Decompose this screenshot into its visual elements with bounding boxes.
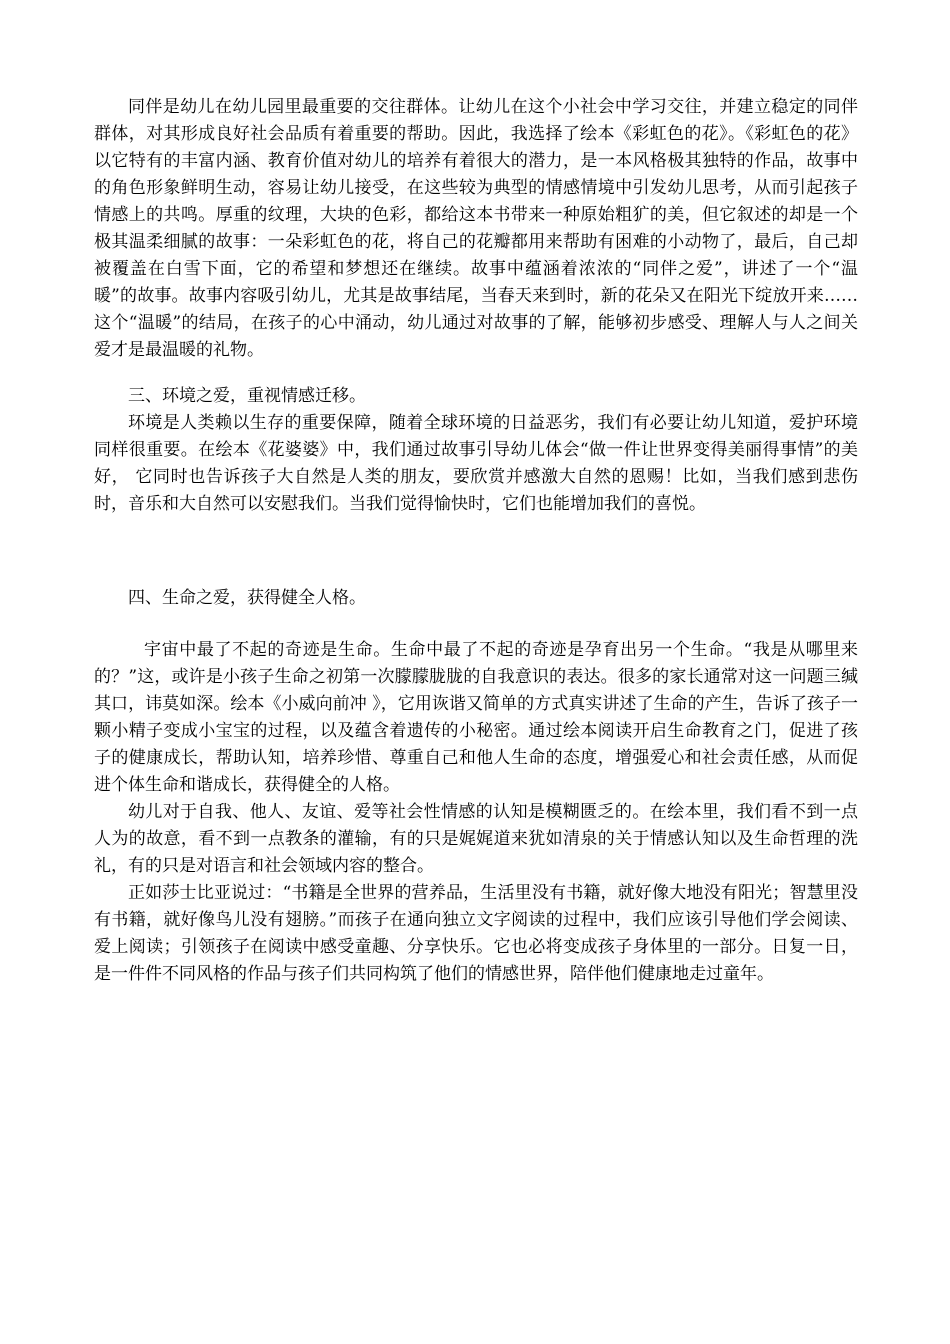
paragraph-conclusion: 正如莎士比亚说过：“书籍是全世界的营养品，生活里没有书籍，就好像大地没有阳光；智慧里没有书籍，就好像鸟儿没有翅膀。”而孩子在通向独立文字阅读的过程中，我们应该引导他们学会阅读、爱上阅读；引领孩子在阅读中感受童趣、分享快乐。它也必将变成孩子身体里的一部分。日复一日，是一件件不同风格的作品与孩子们共同构筑了他们的情感世界，陪伴他们健康地走过童年。 <box>94 883 858 984</box>
document-page <box>94 94 858 988</box>
spacer <box>94 518 858 585</box>
spacer <box>94 612 858 637</box>
spacer <box>94 364 858 383</box>
section-heading-life: 四、生命之爱，获得健全人格。 <box>128 588 366 608</box>
section-heading-environment: 三、环境之爱，重视情感迁移。 <box>128 386 366 406</box>
paragraph-life: 宇宙中最了不起的奇迹是生命。生命中最了不起的奇迹是孕育出另一个生命。“我是从哪里来的？”这，或许是小孩子生命之初第一次朦朦胧胧的自我意识的表达。很多的家长通常对这一问题三缄其口，讳莫如深。绘本《小威向前冲 》，它用诙谐又简单的方式真实讲述了生命的产生，告诉了孩子一颗小精子变成小宝宝的过程，以及蕴含着遗传的小秘密。通过绘本阅读开启生命教育之门，促进了孩子的健康成长，帮助认知，培养珍惜、尊重自己和他人生命的态度，增强爱心和社会责任感，从而促进个体生命和谐成长，获得健全的人格。 <box>94 640 858 795</box>
paragraph-peer-love: 同伴是幼儿在幼儿园里最重要的交往群体。让幼儿在这个小社会中学习交往，并建立稳定的同伴群体，对其形成良好社会品质有着重要的帮助。因此，我选择了绘本《彩虹色的花》。《彩虹色的花》以它特有的丰富内涵、教育价值对幼儿的培养有着很大的潜力，是一本风格极其独特的作品，故事中的角色形象鲜明生动，容易让幼儿接受，在这些较为典型的情感情境中引发幼儿思考，从而引起孩子情感上的共鸣。厚重的纹理，大块的色彩，都给这本书带来一种原始粗犷的美，但它叙述的却是一个极其温柔细腻的故事：一朵彩虹色的花，将自己的花瓣都用来帮助有困难的小动物了，最后，自己却被覆盖在白雪下面，它的希望和梦想还在继续。故事中蕴涵着浓浓的“同伴之爱”，讲述了一个“温暖”的故事。故事内容吸引幼儿，尤其是故事结尾，当春天来到时，新的花朵又在阳光下绽放开来……这个“温暖”的结局，在孩子的心中涌动，幼儿通过对故事的了解，能够初步感受、理解人与人之间关爱才是最温暖的礼物。 <box>94 97 858 360</box>
paragraph-social-emotion: 幼儿对于自我、他人、友谊、爱等社会性情感的认知是模糊匮乏的。在绘本里，我们看不到一点人为的故意，看不到一点教条的灌输，有的只是娓娓道来犹如清泉的关于情感认知以及生命哲理的洗礼，有的只是对语言和社会领域内容的整合。 <box>94 802 858 876</box>
paragraph-environment: 环境是人类赖以生存的重要保障，随着全球环境的日益恶劣，我们有必要让幼儿知道，爱护环境同样很重要。在绘本《花婆婆》中，我们通过故事引导幼儿体会“做一件让世界变得美丽得事情”的美好， 它同时也告诉孩子大自然是人类的朋友，要欣赏并感激大自然的恩赐！比如，当我们感到悲伤时，音乐和大自然可以安慰我们。当我们觉得愉快时，它们也能增加我们的喜悦。 <box>94 413 858 514</box>
